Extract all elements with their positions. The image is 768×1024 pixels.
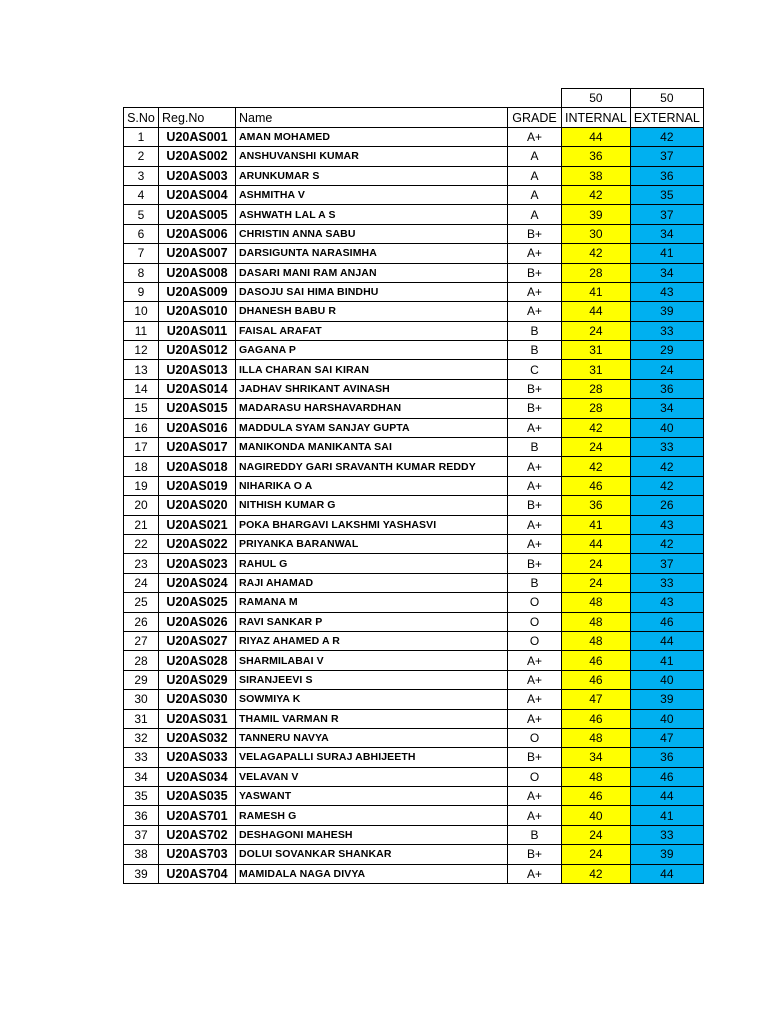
cell-external-marks: 47 [630,728,703,747]
cell-grade: A+ [508,515,562,534]
table-row [124,127,704,146]
header-reg-no: Reg.No [159,108,236,127]
cell-sno: 27 [124,631,159,650]
cell-internal-marks: 41 [562,515,631,534]
cell-sno: 14 [124,379,159,398]
cell-internal-marks: 24 [562,438,631,457]
header-name: Name [236,108,508,127]
table-row [124,244,704,263]
cell-sno: 34 [124,767,159,786]
cell-sno: 8 [124,263,159,282]
cell-grade: B [508,321,562,340]
cell-sno: 26 [124,612,159,631]
cell-reg-no: U20AS021 [159,515,236,534]
header-row [124,108,704,127]
table-row [124,806,704,825]
cell-sno: 16 [124,418,159,437]
cell-internal-marks: 48 [562,612,631,631]
cell-student-name: DOLUI SOVANKAR SHANKAR [236,845,508,864]
table-row [124,147,704,166]
cell-external-marks: 39 [630,302,703,321]
marks-table [123,88,704,884]
cell-internal-marks: 48 [562,728,631,747]
cell-reg-no: U20AS015 [159,399,236,418]
cell-reg-no: U20AS032 [159,728,236,747]
table-row [124,282,704,301]
table-row [124,554,704,573]
header-internal: INTERNAL [562,108,631,127]
cell-external-marks: 40 [630,418,703,437]
cell-internal-marks: 31 [562,360,631,379]
cell-internal-marks: 39 [562,205,631,224]
table-row [124,515,704,534]
cell-internal-marks: 36 [562,496,631,515]
cell-internal-marks: 46 [562,670,631,689]
cell-sno: 25 [124,593,159,612]
cell-external-marks: 41 [630,244,703,263]
cell-student-name: PRIYANKA BARANWAL [236,534,508,553]
cell-reg-no: U20AS017 [159,438,236,457]
cell-internal-marks: 48 [562,631,631,650]
cell-grade: A+ [508,127,562,146]
cell-internal-marks: 42 [562,418,631,437]
cell-sno: 18 [124,457,159,476]
cell-internal-marks: 24 [562,845,631,864]
table-row [124,476,704,495]
cell-grade: A+ [508,806,562,825]
cell-sno: 9 [124,282,159,301]
cell-external-marks: 43 [630,515,703,534]
cell-sno: 36 [124,806,159,825]
cell-reg-no: U20AS006 [159,224,236,243]
header-external: EXTERNAL [630,108,703,127]
table-row [124,709,704,728]
cell-sno: 37 [124,825,159,844]
cell-sno: 29 [124,670,159,689]
cell-internal-marks: 42 [562,457,631,476]
cell-external-marks: 26 [630,496,703,515]
table-row [124,418,704,437]
cell-external-marks: 40 [630,709,703,728]
table-row [124,728,704,747]
cell-grade: C [508,360,562,379]
cell-grade: A [508,185,562,204]
cell-student-name: YASWANT [236,787,508,806]
cell-grade: A+ [508,787,562,806]
table-row [124,166,704,185]
cell-student-name: DASARI MANI RAM ANJAN [236,263,508,282]
cell-external-marks: 40 [630,670,703,689]
cell-student-name: TANNERU NAVYA [236,728,508,747]
cell-reg-no: U20AS035 [159,787,236,806]
cell-student-name: ASHWATH LAL A S [236,205,508,224]
cell-sno: 28 [124,651,159,670]
cell-grade: B [508,438,562,457]
cell-student-name: ANSHUVANSHI KUMAR [236,147,508,166]
cell-student-name: RAHUL G [236,554,508,573]
table-row [124,612,704,631]
cell-external-marks: 44 [630,864,703,883]
cell-grade: A+ [508,690,562,709]
cell-sno: 31 [124,709,159,728]
cell-student-name: RAJI AHAMAD [236,573,508,592]
cell-internal-marks: 40 [562,806,631,825]
table-row [124,321,704,340]
cell-reg-no: U20AS007 [159,244,236,263]
cell-reg-no: U20AS011 [159,321,236,340]
cell-sno: 30 [124,690,159,709]
cell-external-marks: 43 [630,282,703,301]
cell-external-marks: 42 [630,476,703,495]
cell-internal-marks: 46 [562,709,631,728]
cell-internal-marks: 44 [562,127,631,146]
header-sno: S.No [124,108,159,127]
cell-internal-marks: 42 [562,185,631,204]
cell-grade: B+ [508,263,562,282]
cell-reg-no: U20AS025 [159,593,236,612]
cell-sno: 11 [124,321,159,340]
table-row [124,748,704,767]
table-row [124,670,704,689]
cell-grade: B+ [508,748,562,767]
table-row [124,341,704,360]
header-grade: GRADE [508,108,562,127]
cell-internal-marks: 47 [562,690,631,709]
table-row [124,360,704,379]
table-row [124,845,704,864]
cell-grade: B+ [508,845,562,864]
cell-reg-no: U20AS003 [159,166,236,185]
cell-sno: 15 [124,399,159,418]
table-row [124,573,704,592]
cell-internal-marks: 24 [562,573,631,592]
cell-student-name: NIHARIKA O A [236,476,508,495]
table-row [124,438,704,457]
cell-external-marks: 39 [630,845,703,864]
cell-external-marks: 43 [630,593,703,612]
cell-internal-marks: 48 [562,593,631,612]
cell-reg-no: U20AS034 [159,767,236,786]
cell-internal-marks: 31 [562,341,631,360]
cell-student-name: SHARMILABAI V [236,651,508,670]
cell-internal-marks: 34 [562,748,631,767]
cell-external-marks: 42 [630,534,703,553]
cell-reg-no: U20AS704 [159,864,236,883]
cell-grade: B+ [508,496,562,515]
table-row [124,496,704,515]
cell-student-name: ILLA CHARAN SAI KIRAN [236,360,508,379]
cell-internal-marks: 24 [562,554,631,573]
cell-student-name: RAMESH G [236,806,508,825]
cell-internal-marks: 46 [562,787,631,806]
cell-internal-marks: 42 [562,864,631,883]
cell-grade: B+ [508,379,562,398]
cell-sno: 6 [124,224,159,243]
cell-reg-no: U20AS018 [159,457,236,476]
table-row [124,631,704,650]
cell-student-name: FAISAL ARAFAT [236,321,508,340]
cell-student-name: SOWMIYA K [236,690,508,709]
internal-max-marks: 50 [562,89,631,108]
cell-student-name: CHRISTIN ANNA SABU [236,224,508,243]
cell-internal-marks: 41 [562,282,631,301]
cell-grade: A+ [508,670,562,689]
cell-grade: A+ [508,282,562,301]
cell-student-name: DARSIGUNTA NARASIMHA [236,244,508,263]
cell-reg-no: U20AS010 [159,302,236,321]
table-row [124,185,704,204]
cell-student-name: DHANESH BABU R [236,302,508,321]
cell-external-marks: 42 [630,127,703,146]
cell-grade: O [508,631,562,650]
cell-student-name: MAMIDALA NAGA DIVYA [236,864,508,883]
cell-reg-no: U20AS702 [159,825,236,844]
cell-sno: 3 [124,166,159,185]
cell-reg-no: U20AS004 [159,185,236,204]
cell-grade: A+ [508,864,562,883]
cell-grade: A [508,205,562,224]
cell-grade: O [508,728,562,747]
table-row [124,205,704,224]
cell-sno: 21 [124,515,159,534]
table-row [124,302,704,321]
cell-student-name: DASOJU SAI HIMA BINDHU [236,282,508,301]
cell-sno: 12 [124,341,159,360]
cell-sno: 10 [124,302,159,321]
cell-external-marks: 39 [630,690,703,709]
cell-grade: A+ [508,476,562,495]
table-row [124,593,704,612]
cell-sno: 33 [124,748,159,767]
cell-sno: 1 [124,127,159,146]
cell-student-name: GAGANA P [236,341,508,360]
cell-student-name: THAMIL VARMAN R [236,709,508,728]
table-row [124,825,704,844]
cell-external-marks: 36 [630,166,703,185]
cell-external-marks: 33 [630,825,703,844]
cell-grade: B [508,825,562,844]
cell-grade: B+ [508,224,562,243]
cell-grade: O [508,593,562,612]
cell-external-marks: 46 [630,612,703,631]
cell-reg-no: U20AS012 [159,341,236,360]
cell-internal-marks: 28 [562,263,631,282]
cell-internal-marks: 24 [562,321,631,340]
cell-student-name: AMAN MOHAMED [236,127,508,146]
cell-grade: B [508,341,562,360]
cell-student-name: RAVI SANKAR P [236,612,508,631]
cell-student-name: VELAVAN V [236,767,508,786]
cell-sno: 7 [124,244,159,263]
cell-student-name: ASHMITHA V [236,185,508,204]
cell-internal-marks: 38 [562,166,631,185]
cell-external-marks: 33 [630,573,703,592]
cell-sno: 19 [124,476,159,495]
cell-reg-no: U20AS033 [159,748,236,767]
cell-external-marks: 36 [630,379,703,398]
cell-internal-marks: 48 [562,767,631,786]
cell-internal-marks: 28 [562,399,631,418]
cell-grade: A+ [508,534,562,553]
cell-external-marks: 33 [630,438,703,457]
cell-student-name: NAGIREDDY GARI SRAVANTH KUMAR REDDY [236,457,508,476]
cell-reg-no: U20AS014 [159,379,236,398]
cell-grade: A [508,147,562,166]
cell-reg-no: U20AS008 [159,263,236,282]
cell-external-marks: 44 [630,787,703,806]
cell-sno: 24 [124,573,159,592]
table-row [124,787,704,806]
cell-external-marks: 37 [630,205,703,224]
cell-reg-no: U20AS009 [159,282,236,301]
cell-reg-no: U20AS026 [159,612,236,631]
cell-reg-no: U20AS001 [159,127,236,146]
cell-reg-no: U20AS002 [159,147,236,166]
table-row [124,263,704,282]
table-row [124,534,704,553]
cell-reg-no: U20AS030 [159,690,236,709]
cell-reg-no: U20AS023 [159,554,236,573]
cell-grade: B [508,573,562,592]
cell-external-marks: 33 [630,321,703,340]
cell-external-marks: 37 [630,554,703,573]
cell-external-marks: 41 [630,651,703,670]
cell-student-name: MADDULA SYAM SANJAY GUPTA [236,418,508,437]
cell-external-marks: 35 [630,185,703,204]
cell-student-name: JADHAV SHRIKANT AVINASH [236,379,508,398]
cell-grade: A+ [508,302,562,321]
cell-sno: 4 [124,185,159,204]
cell-internal-marks: 30 [562,224,631,243]
cell-student-name: SIRANJEEVI S [236,670,508,689]
cell-reg-no: U20AS019 [159,476,236,495]
cell-sno: 38 [124,845,159,864]
cell-internal-marks: 36 [562,147,631,166]
cell-external-marks: 34 [630,224,703,243]
cell-internal-marks: 24 [562,825,631,844]
cell-reg-no: U20AS016 [159,418,236,437]
cell-external-marks: 36 [630,748,703,767]
cell-grade: O [508,612,562,631]
cell-reg-no: U20AS024 [159,573,236,592]
cell-reg-no: U20AS703 [159,845,236,864]
cell-grade: B+ [508,399,562,418]
cell-sno: 13 [124,360,159,379]
cell-student-name: VELAGAPALLI SURAJ ABHIJEETH [236,748,508,767]
cell-student-name: MADARASU HARSHAVARDHAN [236,399,508,418]
table-row [124,399,704,418]
cell-external-marks: 34 [630,263,703,282]
max-marks-row [124,89,704,108]
external-max-marks: 50 [630,89,703,108]
cell-sno: 22 [124,534,159,553]
cell-reg-no: U20AS031 [159,709,236,728]
cell-external-marks: 24 [630,360,703,379]
cell-reg-no: U20AS022 [159,534,236,553]
cell-grade: B+ [508,554,562,573]
cell-external-marks: 37 [630,147,703,166]
cell-reg-no: U20AS027 [159,631,236,650]
cell-internal-marks: 28 [562,379,631,398]
cell-external-marks: 44 [630,631,703,650]
cell-grade: A+ [508,709,562,728]
cell-sno: 35 [124,787,159,806]
cell-grade: A+ [508,244,562,263]
cell-external-marks: 46 [630,767,703,786]
cell-reg-no: U20AS701 [159,806,236,825]
cell-student-name: NITHISH KUMAR G [236,496,508,515]
table-row [124,690,704,709]
cell-sno: 32 [124,728,159,747]
cell-external-marks: 34 [630,399,703,418]
cell-internal-marks: 44 [562,534,631,553]
cell-grade: A [508,166,562,185]
table-row [124,224,704,243]
cell-sno: 17 [124,438,159,457]
cell-internal-marks: 46 [562,476,631,495]
cell-internal-marks: 44 [562,302,631,321]
cell-grade: A+ [508,418,562,437]
cell-student-name: POKA BHARGAVI LAKSHMI YASHASVI [236,515,508,534]
table-row [124,767,704,786]
cell-sno: 23 [124,554,159,573]
cell-reg-no: U20AS013 [159,360,236,379]
table-row [124,379,704,398]
table-row [124,651,704,670]
cell-grade: A+ [508,651,562,670]
cell-sno: 39 [124,864,159,883]
cell-sno: 5 [124,205,159,224]
cell-student-name: RAMANA M [236,593,508,612]
cell-sno: 2 [124,147,159,166]
cell-sno: 20 [124,496,159,515]
cell-external-marks: 29 [630,341,703,360]
table-row [124,457,704,476]
cell-external-marks: 41 [630,806,703,825]
cell-student-name: RIYAZ AHAMED A R [236,631,508,650]
cell-reg-no: U20AS020 [159,496,236,515]
cell-student-name: ARUNKUMAR S [236,166,508,185]
cell-reg-no: U20AS028 [159,651,236,670]
cell-student-name: DESHAGONI MAHESH [236,825,508,844]
cell-student-name: MANIKONDA MANIKANTA SAI [236,438,508,457]
cell-internal-marks: 46 [562,651,631,670]
cell-internal-marks: 42 [562,244,631,263]
cell-reg-no: U20AS005 [159,205,236,224]
cell-external-marks: 42 [630,457,703,476]
cell-reg-no: U20AS029 [159,670,236,689]
table-row [124,864,704,883]
cell-grade: A+ [508,457,562,476]
cell-grade: O [508,767,562,786]
